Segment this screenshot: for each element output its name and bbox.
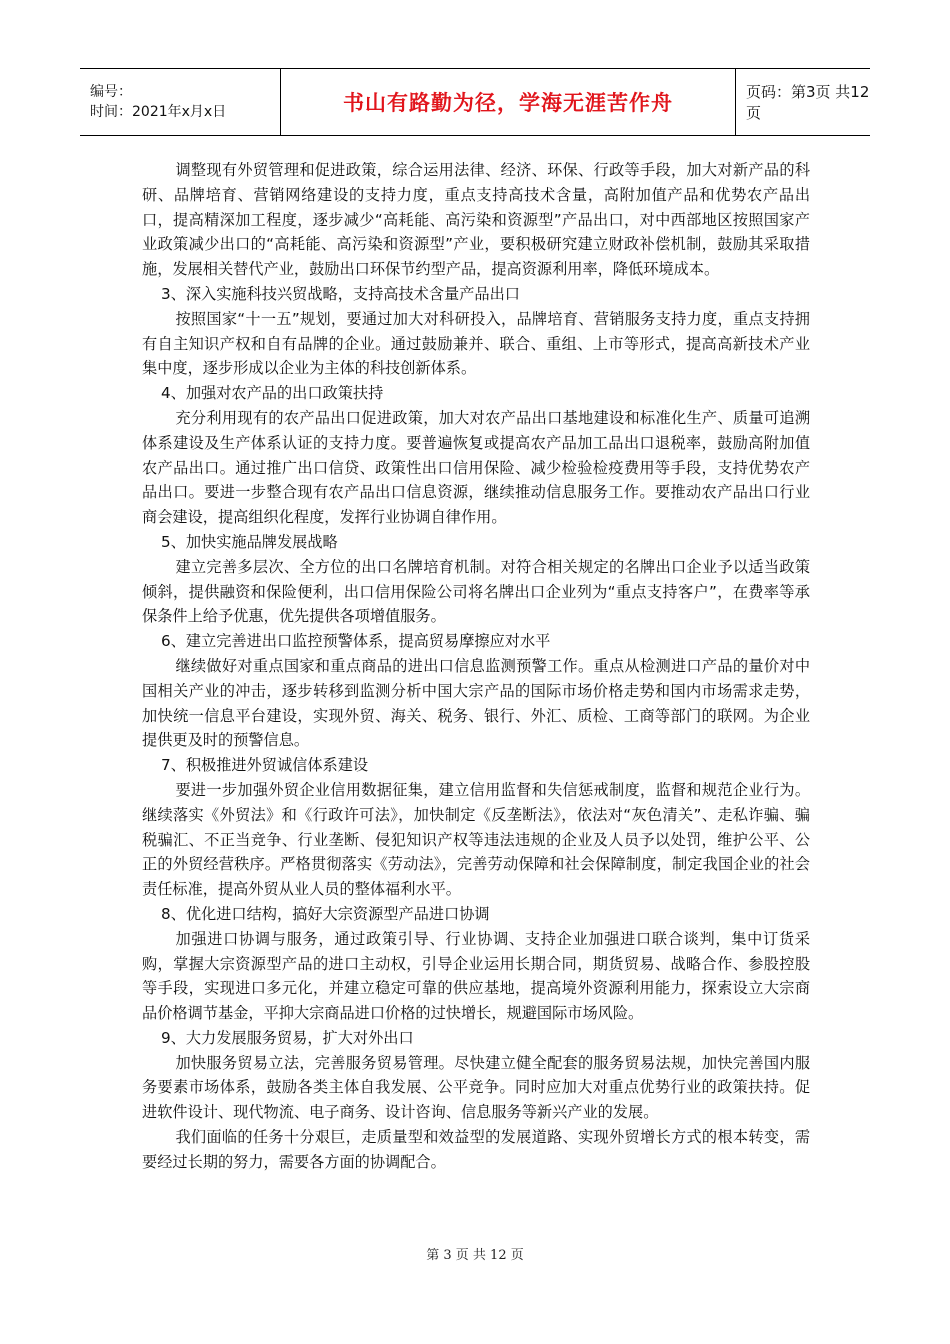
conclusion-paragraph: 我们面临的任务十分艰巨，走质量型和效益型的发展道路、实现外贸增长方式的根本转变，需要经过长期的努力，需要各方面的协调配合。	[142, 1128, 810, 1171]
section-heading: 3、深入实施科技兴贸战略，支持高技术含量产品出口	[161, 284, 520, 303]
section-heading: 5、加快实施品牌发展战略	[161, 532, 338, 551]
section-paragraph: 加强进口协调与服务，通过政策引导、行业协调、支持企业加强进口联合谈判，集中订货采购，掌握大宗资源型产品的进口主动权，引导企业运用长期合同，期货贸易、战略合作、参股控股等手段，实现进口多元化，并建立稳定可靠的供应基地，提高境外资源利用能力，探索设立大宗商品价格调节基金，平抑大宗商品进口价格的过快增长，规避国际市场风险。	[142, 929, 810, 1023]
section-paragraph: 要进一步加强外贸企业信用数据征集，建立信用监督和失信惩戒制度，监督和规范企业行为。继续落实《外贸法》和《行政许可法》，加快制定《反垄断法》，依法对“灰色清关”、走私诈骗、骗税骗汇、不正当竞争、行业垄断、侵犯知识产权等违法违规的企业及人员予以处罚，维护公平、公正的外贸经营秩序。严格贯彻落实《劳动法》，完善劳动保障和社会保障制度，制定我国企业的社会责任标准，提高外贸从业人员的整体福利水平。	[142, 780, 810, 899]
section-heading: 4、加强对农产品的出口政策扶持	[161, 384, 384, 403]
section-heading: 9、大力发展服务贸易，扩大对外出口	[161, 1028, 414, 1047]
section-heading: 6、建立完善进出口监控预警体系，提高贸易摩擦应对水平	[161, 632, 551, 651]
section-heading: 8、优化进口结构，搞好大宗资源型产品进口协调	[161, 904, 490, 923]
section-paragraph: 充分利用现有的农产品出口促进政策，加大对农产品出口基地建设和标准化生产、质量可追溯体系建设及生产体系认证的支持力度。要普遍恢复或提高农产品加工品出口退税率，鼓励高附加值农产品出口。通过推广出口信贷、政策性出口信用保险、减少检验检疫费用等手段，支持优势农产品出口。要进一步整合现有农产品出口信息资源，继续推动信息服务工作。要推动农产品出口行业商会建设，提高组织化程度，发挥行业协调自律作用。	[142, 408, 810, 527]
section-paragraph: 继续做好对重点国家和重点商品的进出口信息监测预警工作。重点从检测进口产品的量价对中国相关产业的冲击，逐步转移到监测分析中国大宗产品的国际市场价格走势和国内市场需求走势，加快统一信息平台建设，实现外贸、海关、税务、银行、外汇、质检、工商等部门的联网。为企业提供更及时的预警信息。	[142, 656, 810, 750]
intro-paragraph: 调整现有外贸管理和促进政策，综合运用法律、经济、环保、行政等手段，加大对新产品的科研、品牌培育、营销网络建设的支持力度，重点支持高技术含量，高附加值产品和优势农产品出口，提高精深加工程度，逐步减少“高耗能、高污染和资源型”产品出口，对中西部地区按照国家产业政策减少出口的“高耗能、高污染和资源型”产业，要积极研究建立财政补偿机制，鼓励其采取措施，发展相关替代产业，鼓励出口环保节约型产品，提高资源利用率，降低环境成本。	[142, 161, 810, 279]
header-page-info: 页码：第3页 共12页	[746, 83, 870, 122]
section-paragraph: 建立完善多层次、全方位的出口名牌培育机制。对符合相关规定的名牌出口企业予以适当政策倾斜，提供融资和保险便利，出口信用保险公司将名牌出口企业列为“重点支持客户”，在费率等承保条件上给予优惠，优先提供各项增值服务。	[142, 557, 810, 626]
section-heading: 7、积极推进外贸诚信体系建设	[161, 756, 369, 775]
section-paragraph: 加快服务贸易立法，完善服务贸易管理。尽快建立健全配套的服务贸易法规，加快完善国内服务要素市场体系，鼓励各类主体自我发展、公平竞争。同时应加大对重点优势行业的政策扶持。促进软件设计、现代物流、电子商务、设计咨询、信息服务等新兴产业的发展。	[142, 1053, 810, 1122]
header-motto: 书山有路勤为径，学海无涯苦作舟	[280, 69, 736, 135]
section-paragraph: 按照国家“十一五”规划，要通过加大对科研投入，品牌培育、营销服务支持力度，重点支持拥有自主知识产权和自有品牌的企业。通过鼓励兼并、联合、重组、上市等形式，提高高新技术产业集中度，逐步形成以企业为主体的科技创新体系。	[142, 309, 810, 378]
page-header	[80, 68, 870, 136]
document-body	[142, 158, 810, 1175]
page-footer: 第 3 页 共 12 页	[426, 1248, 524, 1263]
time-label: 时间：2021年x月x日	[90, 104, 227, 120]
header-meta	[80, 69, 280, 135]
serial-number-label: 编号：	[90, 84, 132, 100]
